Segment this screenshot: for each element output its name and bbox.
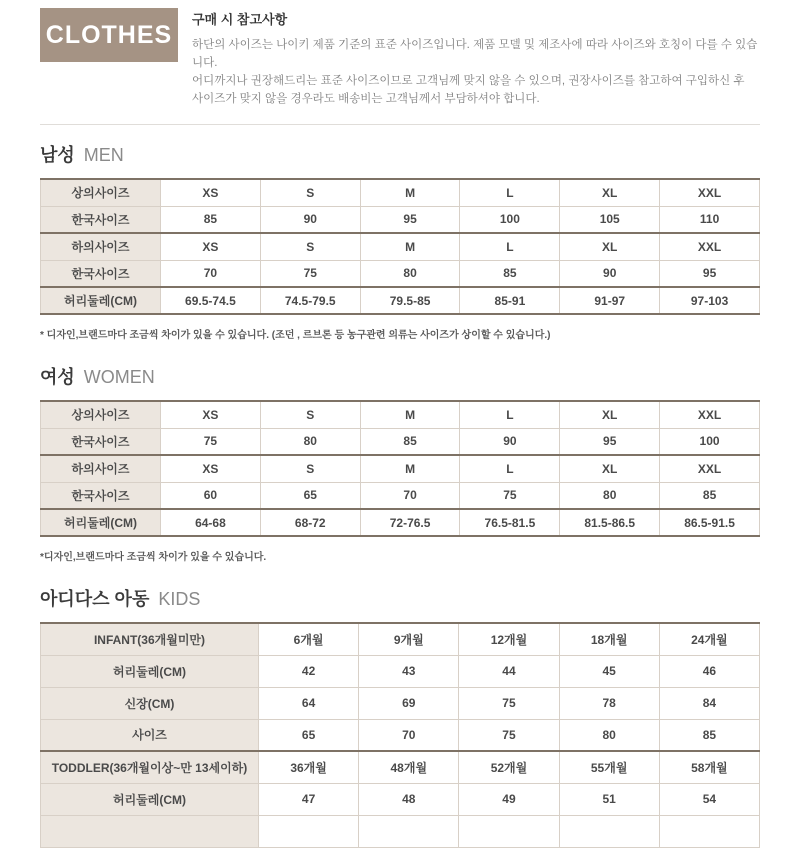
row-label-cell: 허리둘레(CM)	[41, 783, 259, 815]
size-value-cell: 43	[359, 655, 459, 687]
table-row	[41, 455, 760, 482]
size-value-cell: 86.5-91.5	[660, 509, 760, 536]
size-value-cell: S	[260, 233, 360, 260]
size-value-cell: 80	[560, 482, 660, 509]
size-value-cell: 100	[660, 428, 760, 455]
kids-section-title-ko: 아디다스 아동	[40, 589, 150, 609]
size-value-cell: 69	[359, 687, 459, 719]
size-value-cell: 90	[260, 206, 360, 233]
size-value-cell: M	[360, 401, 460, 428]
table-row	[41, 655, 760, 687]
size-value-cell: 64	[259, 687, 359, 719]
size-value-cell: 85	[161, 206, 261, 233]
table-row	[41, 509, 760, 536]
women-section-title	[40, 367, 760, 388]
size-value-cell: S	[260, 455, 360, 482]
women-section	[40, 367, 760, 563]
table-row	[41, 206, 760, 233]
size-value-cell: 65	[259, 719, 359, 751]
size-value-cell: 80	[559, 719, 659, 751]
size-value-cell: 105	[560, 206, 660, 233]
row-label-cell: 한국사이즈	[41, 260, 161, 287]
size-value-cell: XL	[560, 233, 660, 260]
row-label-cell	[41, 815, 259, 847]
size-value-cell: XS	[161, 179, 261, 206]
size-value-cell: 49	[459, 783, 559, 815]
size-value-cell: 44	[459, 655, 559, 687]
size-value-cell: 90	[560, 260, 660, 287]
men-section-title-en: MEN	[83, 145, 124, 165]
men-size-table	[40, 178, 760, 315]
size-value-cell: 80	[360, 260, 460, 287]
size-value-cell: 76.5-81.5	[460, 509, 560, 536]
size-value-cell: 24개월	[659, 623, 759, 655]
table-row	[41, 482, 760, 509]
notice-line-2: 어디까지나 권장해드리는 표준 사이즈이므로 고객님께 맞지 않을 수 있으며, 권장사이즈를 참고하여 구입하신 후	[192, 75, 745, 87]
size-value-cell	[659, 815, 759, 847]
table-row	[41, 401, 760, 428]
size-value-cell: 55개월	[559, 751, 659, 783]
size-value-cell: 70	[161, 260, 261, 287]
row-label-cell: 한국사이즈	[41, 206, 161, 233]
table-row	[41, 815, 760, 847]
purchase-notice	[192, 8, 760, 108]
size-value-cell: 95	[560, 428, 660, 455]
notice-title: 구매 시 참고사항	[192, 12, 288, 27]
size-value-cell: 51	[559, 783, 659, 815]
men-section	[40, 145, 760, 341]
table-row	[41, 687, 760, 719]
size-value-cell: L	[460, 455, 560, 482]
table-row	[41, 260, 760, 287]
row-label-cell: 한국사이즈	[41, 428, 161, 455]
row-label-cell: 허리둘레(CM)	[41, 287, 161, 314]
size-value-cell: 75	[260, 260, 360, 287]
size-value-cell: XL	[560, 179, 660, 206]
size-value-cell: XXL	[660, 401, 760, 428]
size-value-cell: 46	[659, 655, 759, 687]
size-value-cell: 69.5-74.5	[161, 287, 261, 314]
row-label-cell: 허리둘레(CM)	[41, 509, 161, 536]
size-value-cell: XS	[161, 455, 261, 482]
table-row	[41, 233, 760, 260]
row-label-cell: INFANT(36개월미만)	[41, 623, 259, 655]
size-value-cell: 90	[460, 428, 560, 455]
size-value-cell: 12개월	[459, 623, 559, 655]
size-value-cell: 85	[659, 719, 759, 751]
size-value-cell: S	[260, 401, 360, 428]
row-label-cell: 허리둘레(CM)	[41, 655, 259, 687]
size-value-cell: L	[460, 401, 560, 428]
size-value-cell: 85	[360, 428, 460, 455]
notice-line-1: 하단의 사이즈는 나이키 제품 기준의 표준 사이즈입니다. 제품 모델 및 제조사에 따라 사이즈와 호칭이 다를 수 있습니다.	[192, 39, 758, 69]
size-value-cell: L	[460, 233, 560, 260]
clothes-logo: CLOTHES	[40, 8, 178, 62]
size-value-cell: 70	[359, 719, 459, 751]
size-value-cell: 58개월	[659, 751, 759, 783]
size-value-cell: 97-103	[660, 287, 760, 314]
size-value-cell	[559, 815, 659, 847]
size-value-cell: 6개월	[259, 623, 359, 655]
row-label-cell: 한국사이즈	[41, 482, 161, 509]
table-row	[41, 287, 760, 314]
table-row	[41, 179, 760, 206]
size-value-cell: 85-91	[460, 287, 560, 314]
size-value-cell: M	[360, 179, 460, 206]
row-label-cell: 상의사이즈	[41, 401, 161, 428]
size-value-cell: 70	[360, 482, 460, 509]
size-value-cell: XL	[560, 455, 660, 482]
size-value-cell: M	[360, 233, 460, 260]
size-value-cell: 95	[360, 206, 460, 233]
row-label-cell: 하의사이즈	[41, 455, 161, 482]
size-value-cell: 72-76.5	[360, 509, 460, 536]
size-value-cell: 18개월	[559, 623, 659, 655]
size-value-cell: 75	[459, 687, 559, 719]
size-value-cell: S	[260, 179, 360, 206]
size-value-cell: XXL	[660, 455, 760, 482]
size-value-cell: 60	[161, 482, 261, 509]
size-value-cell: 48개월	[359, 751, 459, 783]
men-section-title	[40, 145, 760, 166]
size-value-cell: XS	[161, 233, 261, 260]
row-label-cell: 신장(CM)	[41, 687, 259, 719]
kids-section-title	[40, 589, 760, 610]
page-header	[40, 8, 760, 108]
notice-line-3: 사이즈가 맞지 않을 경우라도 배송비는 고객님께서 부담하셔야 합니다.	[192, 93, 540, 105]
women-footnote: *디자인,브랜드마다 조금씩 차이가 있을 수 있습니다.	[40, 552, 267, 563]
size-value-cell: 75	[161, 428, 261, 455]
table-row	[41, 428, 760, 455]
size-value-cell: 65	[260, 482, 360, 509]
kids-section	[40, 589, 760, 848]
size-value-cell	[459, 815, 559, 847]
men-footnote: * 디자인,브랜드마다 조금씩 차이가 있을 수 있습니다. (조던 , 르브론 등 농구관련 의류는 사이즈가 상이할 수 있습니다.)	[40, 330, 551, 341]
size-value-cell: 78	[559, 687, 659, 719]
size-value-cell: L	[460, 179, 560, 206]
size-value-cell: 64-68	[161, 509, 261, 536]
size-value-cell: XS	[161, 401, 261, 428]
header-divider	[40, 124, 760, 125]
size-value-cell: 36개월	[259, 751, 359, 783]
row-label-cell: 상의사이즈	[41, 179, 161, 206]
table-row	[41, 751, 760, 783]
women-section-title-en: WOMEN	[83, 367, 155, 387]
size-value-cell: 91-97	[560, 287, 660, 314]
size-value-cell	[259, 815, 359, 847]
size-value-cell: 75	[459, 719, 559, 751]
size-value-cell: 95	[660, 260, 760, 287]
row-label-cell: TODDLER(36개월이상~만 13세이하)	[41, 751, 259, 783]
size-value-cell: 80	[260, 428, 360, 455]
kids-section-title-en: KIDS	[158, 589, 201, 609]
women-section-title-ko: 여성	[40, 367, 75, 387]
row-label-cell: 사이즈	[41, 719, 259, 751]
size-value-cell: 85	[460, 260, 560, 287]
size-value-cell: XL	[560, 401, 660, 428]
size-value-cell: 42	[259, 655, 359, 687]
size-value-cell: 68-72	[260, 509, 360, 536]
size-value-cell: 54	[659, 783, 759, 815]
kids-size-table	[40, 622, 760, 848]
size-value-cell: 85	[660, 482, 760, 509]
table-row	[41, 783, 760, 815]
size-value-cell: 79.5-85	[360, 287, 460, 314]
size-value-cell: M	[360, 455, 460, 482]
size-value-cell: 110	[660, 206, 760, 233]
men-section-title-ko: 남성	[40, 145, 75, 165]
size-value-cell: 45	[559, 655, 659, 687]
size-value-cell: 84	[659, 687, 759, 719]
size-value-cell: 9개월	[359, 623, 459, 655]
size-value-cell: 100	[460, 206, 560, 233]
size-value-cell: 74.5-79.5	[260, 287, 360, 314]
row-label-cell: 하의사이즈	[41, 233, 161, 260]
table-row	[41, 623, 760, 655]
size-value-cell: 75	[460, 482, 560, 509]
size-value-cell: 48	[359, 783, 459, 815]
size-value-cell: XXL	[660, 179, 760, 206]
size-value-cell	[359, 815, 459, 847]
size-value-cell: 47	[259, 783, 359, 815]
size-value-cell: XXL	[660, 233, 760, 260]
size-value-cell: 81.5-86.5	[560, 509, 660, 536]
size-value-cell: 52개월	[459, 751, 559, 783]
table-row	[41, 719, 760, 751]
women-size-table	[40, 400, 760, 537]
